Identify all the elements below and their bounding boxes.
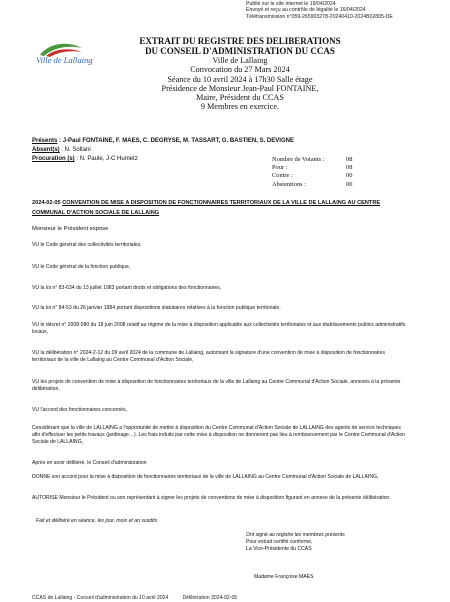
vote-row-pour [272, 164, 362, 172]
autorise-paragraph: AUTORISE Monsieur le Président ou son représentant à signer les projets de conventions de mise à disposition figurant en annexe de la présente délibération. [32, 495, 391, 501]
vote-row-abstentions [272, 181, 362, 189]
presents-row [32, 137, 332, 146]
header-info-line-4: Présidence de Monsieur Jean-Paul FONTAINE, [161, 83, 319, 93]
vu-7: VU les projets de convention de mise à disposition de fonctionnaires territoriaux de la ville de Lallaing au Centre Communal d'Action Sociale, annexés à la présente délibération, [32, 379, 401, 392]
header-info-line-2: Convocation du 27 Mars 2024 [190, 65, 290, 75]
vote-value-votants: 08 [346, 156, 353, 163]
signature-line-2: Pour extrait certifié conforme, [246, 539, 313, 545]
stamp-line-transmission: Télétransmission n°059-265903278-20240410-2024B02805-DE [246, 13, 393, 20]
header-title-line-1: EXTRAIT DU REGISTRE DES DELIBERATIONS [139, 36, 341, 46]
votes-block [272, 156, 362, 189]
vu-2: VU le Code général de la fonction publique, [32, 264, 131, 270]
deliberation-number: 2024-02-05 [32, 200, 61, 206]
vote-value-pour: 08 [346, 164, 353, 172]
header-block [110, 37, 370, 112]
signatory-name: Madame Françoise MAES [254, 574, 314, 580]
deliberation-subject: CONVENTION DE MISE A DISPOSITION DE FONCTIONNAIRES TERRITORIAUX DE LA VILLE DE LALLAING AU CENTRE COMMUNAL D'ACTION SOCIALE DE LALLAING [32, 200, 381, 216]
considerant-paragraph: Considérant que la ville de LALLAING a l'opportunité de mettre à disposition du Centre Communal d'Action Sociale de LALLAING des agents de service techniques afin d'effectuer les petits travaux (jardinage…). Les frais induits par cette mise à disposition ne donneront pas lieu à remboursement par le Centre Communal d'Action Sociale de LALLAING, [32, 425, 406, 445]
vote-label-contre: Contre : [272, 172, 293, 180]
apres-avis-paragraph: Après en avoir délibéré, le Conseil d'administration [32, 460, 147, 466]
vu-1: VU le Code général des collectivités territoriales, [32, 242, 142, 248]
presents-value: : J-Paul FONTAINE, F. MAES, C. DEGRYSE, M. TASSART, G. BASTIEN, S. DEVIGNE [57, 138, 294, 144]
vu-6: VU la délibération n° 2024-2-12 du 09 avril 2024 de la commune de Lallaing, autorisant la signature d'une convention de mise à disposition de fonctionnaires territoriaux de la ville de Lallaing au Centre Communal d'Action Sociale, [32, 350, 386, 363]
absents-label: Absent(s) [32, 147, 60, 154]
logo-text: Ville de Lallaing [36, 55, 93, 65]
vu-5: VU le décret n° 2008-580 du 18 juin 2008 relatif au régime de la mise à disposition applicable aux collectivités territoriales et aux établissements publics administratifs locaux, [32, 322, 406, 335]
vu-3: VU la loi n° 83-634 du 13 juillet 1983 portant droits et obligations des fonctionnaires, [32, 285, 222, 291]
closing-formula: Fait et délibéré en séance, les jour, mois et an susdits [36, 518, 158, 524]
signature-line-1: Ont signé au registre les membres présents [246, 532, 345, 538]
procuration-label: Procuration (s) [32, 156, 75, 163]
deliberation-title [32, 199, 407, 218]
header-info-line-6: 9 Membres en exercice. [200, 102, 280, 112]
signature-block [246, 532, 406, 553]
page-footer: CCAS de Lallaing - Conseil d'administration du 10 avril 2024 Délibération 2024-02-05 [32, 595, 238, 601]
donne-paragraph: DONNE son accord pour la mise à disposition de fonctionnaires territoriaux de la ville de LALLAING au Centre Communal d'Action Sociale de LALLAING, [32, 474, 379, 480]
vote-value-contre: 00 [346, 172, 353, 180]
vote-value-abstentions: 00 [346, 180, 353, 188]
vu-8: VU l'accord des fonctionnaires concernés, [32, 407, 127, 413]
vote-label-abstentions: Abstentions : [272, 180, 306, 188]
legal-stamp [246, 1, 393, 20]
ville-de-lallaing-logo [36, 40, 93, 72]
header-title-line-2: DU CONSEIL D'ADMINISTRATION DU CCAS [145, 45, 335, 56]
vote-row-contre [272, 172, 362, 180]
vote-label-votants: Nombre de Votants : [272, 156, 325, 163]
intro-text: Monsieur le Président expose [32, 226, 109, 232]
header-info-line-3: Séance du 10 avril 2024 à 17h30 Salle étage [167, 74, 313, 84]
procuration-value: : N. Paule, J-C Humetz [74, 156, 138, 163]
stamp-line-published: Publié sur le site internet le 19/04/2024 [246, 1, 336, 7]
presents-label: Présents [32, 138, 58, 144]
vote-label-pour: Pour : [272, 164, 288, 172]
header-info-line-1: Ville de Lallaing [212, 56, 268, 65]
signature-line-3: La Vice-Présidente du CCAS [246, 546, 312, 552]
vote-row-votants [272, 156, 362, 164]
vu-4: VU la loi n° 84-53 du 26 janvier 1984 portant dispositions statutaires relatives à la fonction publique territoriale, [32, 305, 281, 311]
absents-row [32, 146, 332, 155]
absents-value: : N. Soltani [59, 147, 91, 154]
header-info-line-5: Maire, Président du CCAS [196, 93, 284, 103]
stamp-line-received: Envoyé et reçu au contrôle de légalité le 16/04/2024 [246, 7, 366, 14]
